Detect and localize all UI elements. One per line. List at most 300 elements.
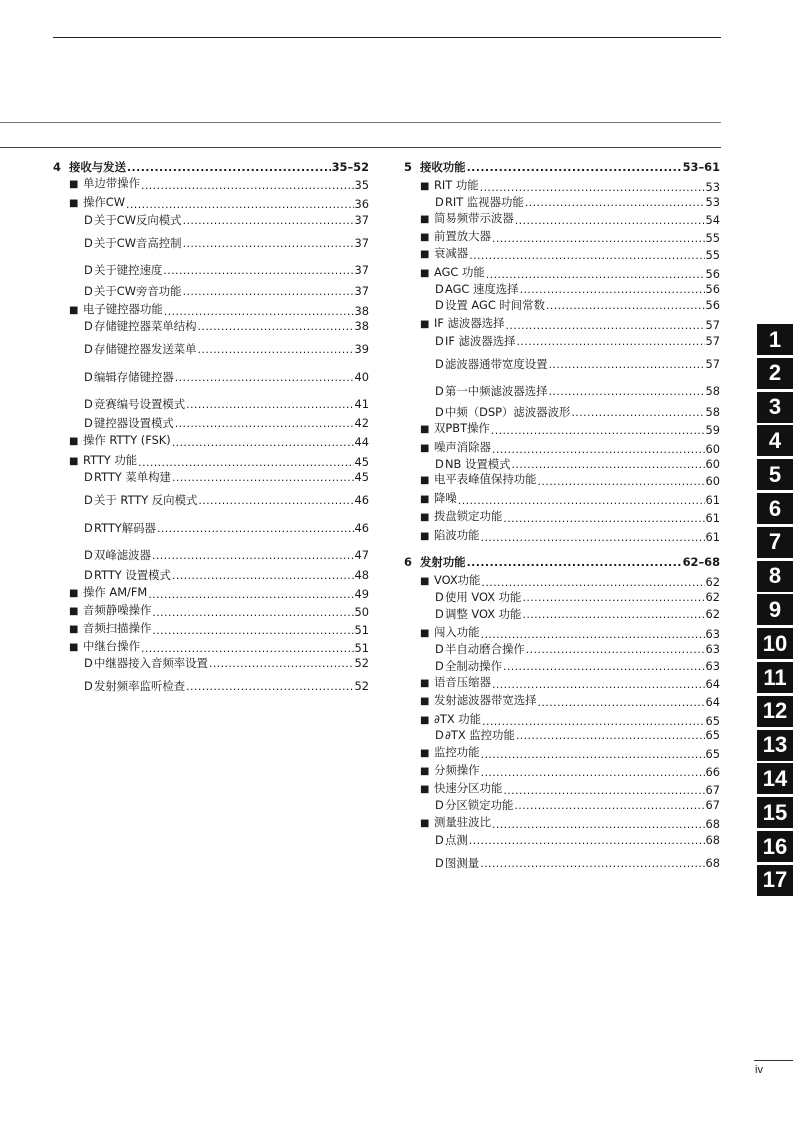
chapter-tab-12[interactable]: 12 [757, 696, 793, 727]
chapter-tab-5[interactable]: 5 [757, 459, 793, 490]
toc-subitem[interactable] [84, 319, 369, 333]
toc-entry-label: 图测量 [445, 856, 480, 870]
chapter-tab-8[interactable]: 8 [757, 561, 793, 592]
square-bullet-icon: ■ [69, 456, 79, 467]
sub-marker-icon: D [435, 833, 444, 847]
chapter-tab-2[interactable]: 2 [757, 358, 793, 389]
toc-entry-label-group [420, 528, 480, 544]
toc-entry-label-group [420, 781, 502, 797]
toc-section-heading[interactable] [404, 160, 720, 174]
square-bullet-icon: ■ [420, 494, 430, 505]
toc-entry-label: NB 设置模式 [445, 457, 511, 471]
dot-leader [198, 493, 353, 507]
toc-entry-label: 使用 VOX 功能 [445, 590, 522, 604]
toc-entry-label-group [420, 815, 491, 831]
toc-subitem[interactable] [84, 493, 369, 507]
toc-item[interactable] [420, 783, 720, 797]
sub-marker-icon: D [84, 319, 93, 333]
sub-marker-icon: D [84, 263, 93, 277]
square-bullet-icon: ■ [420, 818, 430, 829]
toc-subitem[interactable] [435, 282, 720, 296]
toc-page-number: 65 [705, 747, 720, 761]
toc-item[interactable] [420, 765, 720, 779]
toc-item[interactable] [420, 714, 720, 728]
dot-leader [514, 798, 704, 812]
toc-entry-label: 竞赛编号设置模式 [94, 397, 186, 411]
toc-page-number: 36 [354, 197, 369, 211]
dot-leader [126, 197, 354, 211]
toc-item[interactable] [420, 627, 720, 641]
toc-entry-label: 发射滤波器带宽选择 [434, 693, 537, 707]
toc-page-number: 60 [705, 474, 720, 488]
toc-page-number: 57 [705, 357, 720, 371]
toc-entry-label-group [84, 679, 185, 693]
toc-entry-label-group [420, 265, 485, 281]
toc-section-heading[interactable] [53, 160, 369, 174]
chapter-tab-16[interactable]: 16 [757, 831, 793, 862]
toc-entry-label: 编辑存储键控器 [94, 370, 174, 384]
dot-leader [152, 548, 354, 562]
toc-subitem[interactable] [435, 590, 720, 604]
dot-leader [198, 342, 354, 356]
sub-marker-icon: D [435, 590, 444, 604]
toc-subitem[interactable] [435, 833, 720, 847]
toc-subitem[interactable] [435, 659, 720, 673]
toc-subitem[interactable] [84, 342, 369, 356]
sub-marker-icon: D [435, 405, 444, 419]
toc-item[interactable] [420, 423, 720, 437]
toc-page-number: 59 [705, 423, 720, 437]
square-bullet-icon: ■ [69, 642, 79, 653]
toc-page-number: 60 [705, 442, 720, 456]
toc-entry-label-group [420, 316, 505, 332]
dot-leader [138, 455, 353, 469]
chapter-tab-13[interactable]: 13 [757, 730, 793, 761]
dot-leader [164, 304, 354, 318]
toc-item[interactable] [420, 817, 720, 831]
toc-entry-label-group [404, 160, 466, 174]
square-bullet-icon: ■ [420, 715, 430, 726]
toc-subitem[interactable] [435, 405, 720, 419]
dot-leader [183, 213, 354, 227]
toc-item[interactable] [69, 587, 369, 601]
dot-leader [175, 416, 354, 430]
toc-subitem[interactable] [435, 642, 720, 656]
toc-entry-label-group [84, 236, 182, 250]
toc-entry-label: IF 滤波器选择 [434, 316, 505, 330]
toc-page-number: 58 [705, 405, 720, 419]
toc-item[interactable] [420, 695, 720, 709]
dot-leader [526, 642, 705, 656]
sub-marker-icon: D [435, 642, 444, 656]
toc-page-number: 35–52 [331, 160, 369, 174]
toc-entry-label-group [420, 211, 514, 227]
chapter-tab-9[interactable]: 9 [757, 594, 793, 625]
chapter-tab-11[interactable]: 11 [757, 662, 793, 693]
sub-marker-icon: D [84, 236, 93, 250]
chapter-tab-10[interactable]: 10 [757, 628, 793, 659]
square-bullet-icon: ■ [420, 512, 430, 523]
toc-entry-label: 噪声消除器 [434, 440, 491, 454]
dot-leader [469, 833, 705, 847]
toc-subitem[interactable] [84, 416, 369, 430]
toc-subitem[interactable] [435, 384, 720, 398]
toc-entry-label-group [84, 213, 182, 227]
toc-item[interactable] [420, 180, 720, 194]
toc-entry-label: 点测 [445, 833, 468, 847]
toc-subitem[interactable] [435, 298, 720, 312]
toc-entry-label-group [84, 342, 197, 356]
toc-entry-label-group [420, 675, 491, 691]
toc-page-number: 56 [705, 298, 720, 312]
dot-leader [517, 334, 705, 348]
toc-entry-label-group [435, 457, 511, 471]
toc-entry-label: 键控器设置模式 [94, 416, 174, 430]
toc-page-number: 65 [705, 728, 720, 742]
square-bullet-icon: ■ [420, 319, 430, 330]
toc-entry-label-group [420, 509, 502, 525]
toc-page-number: 61 [705, 511, 720, 525]
toc-page-number: 38 [354, 319, 369, 333]
toc-entry-label: 中频（DSP）滤波器波形 [445, 405, 571, 419]
toc-entry-label-group [435, 590, 521, 604]
toc-page-number: 63 [705, 659, 720, 673]
toc-entry-label-group [420, 440, 491, 456]
toc-page-number: 61 [705, 493, 720, 507]
dot-leader [141, 178, 354, 192]
dot-leader [127, 160, 331, 174]
toc-page-number: 62 [705, 575, 720, 589]
title-band-top-rule [0, 122, 721, 123]
toc-subitem[interactable] [84, 284, 369, 298]
dot-leader [486, 267, 705, 281]
toc-entry-label-group [69, 639, 140, 655]
toc-entry-label-group [420, 625, 480, 641]
toc-item[interactable] [69, 178, 369, 192]
dot-leader [172, 470, 354, 484]
dot-leader [515, 213, 705, 227]
dot-leader [538, 474, 705, 488]
toc-item[interactable] [69, 304, 369, 318]
toc-entry-label-group [84, 284, 182, 298]
toc-entry-label: 监控功能 [434, 745, 480, 759]
toc-page-number: 46 [354, 521, 369, 535]
toc-item[interactable] [69, 455, 369, 469]
dot-leader [152, 623, 353, 637]
toc-entry-label: 操作CW [83, 195, 125, 209]
header-rule [53, 37, 721, 38]
toc-page-number: 57 [705, 334, 720, 348]
toc-page-number: 37 [354, 236, 369, 250]
toc-page-number: 40 [354, 370, 369, 384]
toc-subitem[interactable] [435, 195, 720, 209]
toc-page-number: 67 [705, 783, 720, 797]
sub-marker-icon: D [435, 298, 444, 312]
toc-item[interactable] [69, 623, 369, 637]
toc-subitem[interactable] [435, 334, 720, 348]
toc-entry-label: 衰减器 [434, 246, 469, 260]
toc-item[interactable] [420, 747, 720, 761]
toc-entry-label-group [435, 728, 515, 742]
toc-item[interactable] [420, 318, 720, 332]
dot-leader [209, 656, 354, 670]
sub-marker-icon: D [84, 568, 93, 582]
toc-page-number: 56 [705, 267, 720, 281]
toc-page-number: 37 [354, 284, 369, 298]
square-bullet-icon: ■ [420, 232, 430, 243]
toc-entry-label: RTTY 设置模式 [94, 568, 171, 582]
toc-subitem[interactable] [84, 236, 369, 250]
toc-subitem[interactable] [84, 470, 369, 484]
toc-page-number: 55 [705, 248, 720, 262]
toc-entry-label: 电平表峰值保持功能 [434, 472, 537, 486]
toc-page-number: 46 [354, 493, 369, 507]
toc-page-number: 58 [705, 384, 720, 398]
toc-entry-label: AGC 速度选择 [445, 282, 519, 296]
toc-entry-label-group [420, 763, 480, 779]
toc-entry-label: 电子键控器功能 [83, 302, 163, 316]
chapter-tab-7[interactable]: 7 [757, 527, 793, 558]
toc-page-number: 51 [354, 623, 369, 637]
toc-page-number: 41 [354, 397, 369, 411]
sub-marker-icon: D [84, 342, 93, 356]
dot-leader [503, 511, 704, 525]
toc-item[interactable] [420, 511, 720, 525]
square-bullet-icon: ■ [420, 628, 430, 639]
toc-subitem[interactable] [435, 457, 720, 471]
toc-item[interactable] [420, 493, 720, 507]
toc-entry-label: IF 滤波器选择 [445, 334, 516, 348]
dot-leader [152, 605, 353, 619]
toc-page-number: 47 [354, 548, 369, 562]
toc-entry-label-group [435, 298, 545, 312]
dot-leader [506, 318, 705, 332]
toc-entry-label: 发射功能 [420, 555, 466, 569]
toc-page-number: 60 [705, 457, 720, 471]
dot-leader [467, 160, 682, 174]
toc-item[interactable] [69, 197, 369, 211]
toc-page-number: 66 [705, 765, 720, 779]
dot-leader [520, 282, 705, 296]
toc-item[interactable] [420, 474, 720, 488]
toc-item[interactable] [69, 605, 369, 619]
square-bullet-icon: ■ [420, 531, 430, 542]
sub-marker-icon: D [84, 470, 93, 484]
dot-leader [175, 370, 354, 384]
toc-subitem[interactable] [84, 521, 369, 535]
chapter-tab-4[interactable]: 4 [757, 425, 793, 456]
toc-subitem[interactable] [84, 263, 369, 277]
toc-entry-label-group [84, 470, 171, 484]
toc-entry-label-group [435, 607, 521, 621]
dot-leader [186, 397, 353, 411]
toc-page-number: 67 [705, 798, 720, 812]
toc-subitem[interactable] [84, 397, 369, 411]
dot-leader [157, 521, 354, 535]
toc-entry-label: 双峰滤波器 [94, 548, 151, 562]
sub-marker-icon: D [84, 493, 93, 507]
section-number: 5 [404, 160, 412, 174]
toc-entry-label-group [435, 642, 525, 656]
dot-leader [525, 195, 705, 209]
chapter-tab-14[interactable]: 14 [757, 763, 793, 794]
dot-leader [481, 765, 705, 779]
toc-entry-label: 简易频带示波器 [434, 211, 514, 225]
toc-subitem[interactable] [84, 213, 369, 227]
toc-entry-label: 分频操作 [434, 763, 480, 777]
toc-subitem[interactable] [435, 607, 720, 621]
dot-leader [522, 607, 704, 621]
toc-entry-label-group [84, 521, 156, 535]
toc-subitem[interactable] [84, 679, 369, 693]
toc-entry-label-group [404, 555, 466, 569]
toc-item[interactable] [420, 677, 720, 691]
toc-entry-label-group [69, 195, 125, 211]
toc-subitem[interactable] [84, 656, 369, 670]
toc-entry-label: AGC 功能 [434, 265, 485, 279]
dot-leader [148, 587, 353, 601]
toc-page-number: 50 [354, 605, 369, 619]
toc-item[interactable] [420, 213, 720, 227]
section-number: 6 [404, 555, 412, 569]
title-band-bottom-rule [0, 147, 721, 148]
toc-entry-label: 闯入功能 [434, 625, 480, 639]
toc-page-number: 42 [354, 416, 369, 430]
toc-entry-label: 设置 AGC 时间常数 [445, 298, 545, 312]
dot-leader [546, 298, 705, 312]
sub-marker-icon: D [84, 679, 93, 693]
dot-leader [469, 248, 704, 262]
dot-leader [481, 747, 705, 761]
toc-page-number: 68 [705, 817, 720, 831]
toc-subitem[interactable] [435, 798, 720, 812]
dot-leader [492, 231, 705, 245]
toc-page-number: 63 [705, 642, 720, 656]
toc-item[interactable] [420, 248, 720, 262]
toc-entry-label-group [435, 195, 524, 209]
toc-page-number: 62 [705, 607, 720, 621]
chapter-tab-6[interactable]: 6 [757, 493, 793, 524]
toc-entry-label: 第一中频滤波器选择 [445, 384, 548, 398]
footer-rule [754, 1060, 793, 1061]
dot-leader [492, 677, 705, 691]
toc-subitem[interactable] [435, 728, 720, 742]
dot-leader [481, 575, 704, 589]
sub-marker-icon: D [435, 384, 444, 398]
toc-page-number: 45 [354, 455, 369, 469]
toc-entry-label-group [84, 370, 174, 384]
toc-entry-label-group [84, 493, 197, 507]
toc-page-number: 45 [354, 470, 369, 484]
toc-entry-label-group [84, 397, 185, 411]
square-bullet-icon: ■ [420, 443, 430, 454]
toc-subitem[interactable] [435, 357, 720, 371]
toc-entry-label-group [69, 453, 137, 469]
toc-item[interactable] [420, 442, 720, 456]
chapter-tab-17[interactable]: 17 [757, 865, 793, 896]
chapter-tab-3[interactable]: 3 [757, 392, 793, 423]
toc-entry-label: 中继台操作 [83, 639, 140, 653]
toc-entry-label: 分区锁定功能 [445, 798, 514, 812]
toc-entry-label: 关于 RTTY 反向模式 [94, 493, 198, 507]
dot-leader [492, 442, 705, 456]
toc-subitem[interactable] [84, 568, 369, 582]
toc-item[interactable] [69, 641, 369, 655]
toc-item[interactable] [420, 530, 720, 544]
sub-marker-icon: D [84, 521, 93, 535]
toc-entry-label: 存储键控器发送菜单 [94, 342, 197, 356]
square-bullet-icon: ■ [420, 678, 430, 689]
toc-entry-label-group [435, 357, 548, 371]
sub-marker-icon: D [435, 457, 444, 471]
toc-page-number: 54 [705, 213, 720, 227]
toc-page-number: 37 [354, 213, 369, 227]
toc-entry-label-group [84, 263, 162, 277]
toc-page-number: 37 [354, 263, 369, 277]
toc-entry-label: 中继器接入音频率设置 [94, 656, 208, 670]
dot-leader [141, 641, 354, 655]
chapter-tab-1[interactable]: 1 [757, 324, 793, 355]
toc-entry-label: VOX功能 [434, 573, 481, 587]
dot-leader [481, 530, 705, 544]
dot-leader [183, 284, 354, 298]
toc-page-number: 62–68 [682, 555, 720, 569]
sub-marker-icon: D [435, 659, 444, 673]
toc-page-number: 49 [354, 587, 369, 601]
sub-marker-icon: D [435, 282, 444, 296]
toc-entry-label: 陷波功能 [434, 528, 480, 542]
square-bullet-icon: ■ [420, 181, 430, 192]
sub-marker-icon: D [84, 213, 93, 227]
square-bullet-icon: ■ [69, 305, 79, 316]
toc-entry-label: 双PBT操作 [434, 421, 490, 435]
dot-leader [480, 856, 704, 870]
toc-item[interactable] [420, 231, 720, 245]
toc-page-number: 63 [705, 627, 720, 641]
toc-subitem[interactable] [435, 856, 720, 870]
toc-item[interactable] [420, 575, 720, 589]
toc-entry-label: 接收与发送 [69, 160, 126, 174]
toc-subitem[interactable] [84, 370, 369, 384]
toc-entry-label-group [84, 568, 171, 582]
toc-page-number: 53–61 [682, 160, 720, 174]
toc-section-heading[interactable] [404, 555, 720, 569]
dot-leader [198, 319, 354, 333]
toc-page-number: 48 [354, 568, 369, 582]
toc-item[interactable] [420, 267, 720, 281]
toc-item[interactable] [69, 435, 369, 449]
toc-page-number: 39 [354, 342, 369, 356]
toc-entry-label: 关于CW反向模式 [94, 213, 182, 227]
sub-marker-icon: D [84, 548, 93, 562]
toc-entry-label-group [84, 548, 151, 562]
toc-entry-label: 前置放大器 [434, 229, 491, 243]
toc-entry-label: 操作 AM/FM [83, 585, 148, 599]
toc-page-number: 52 [354, 679, 369, 693]
dot-leader [172, 568, 354, 582]
dot-leader [538, 695, 705, 709]
toc-entry-label-group [435, 334, 516, 348]
toc-page-number: 55 [705, 231, 720, 245]
toc-entry-label-group [435, 833, 468, 847]
chapter-tab-15[interactable]: 15 [757, 797, 793, 828]
toc-entry-label-group [435, 384, 548, 398]
toc-entry-label: ∂TX 监控功能 [445, 728, 515, 742]
toc-subitem[interactable] [84, 548, 369, 562]
toc-entry-label: 快速分区功能 [434, 781, 503, 795]
dot-leader [467, 555, 682, 569]
toc-entry-label-group [84, 656, 208, 670]
